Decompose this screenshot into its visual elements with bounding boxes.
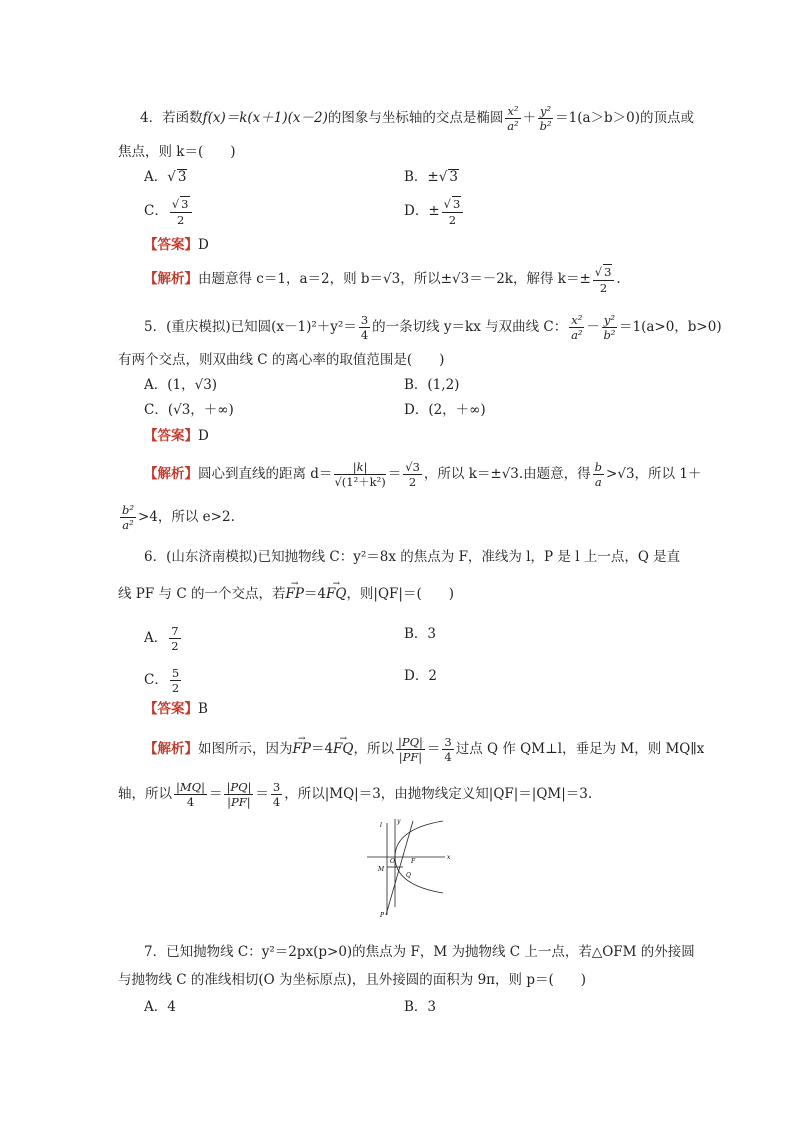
q4-analysis-text: 由题意得 c＝1，a＝2，则 b＝√3，所以±√3＝－2k，解得 k＝± [198, 271, 591, 287]
q6-stem-line2: 线 PF 与 C 的一个交点，若→ FP＝4→ FQ，则|QF|＝( ) [118, 584, 454, 604]
q4-ellipse-tail: ＝1(a＞b＞0)的顶点或 [555, 110, 695, 126]
q6-option-d: D．2 [404, 668, 437, 684]
q6-answer [144, 699, 208, 719]
q6-option-b: B．3 [404, 626, 437, 642]
q4-option-d: D．± $\frac{√ 3}{2}$ [404, 196, 465, 227]
q4-option-c: C． $\frac{√ 3}{2}$ [144, 196, 194, 227]
q5-radius-frac: $\frac{3}{4}$ [360, 313, 369, 342]
q4-answer-value: D [198, 237, 209, 253]
q5-option-c: C．(√3，＋∞) [144, 402, 234, 418]
q6-option-c: C． $\frac{5}{2}$ [144, 666, 180, 695]
analysis-tag: 【解析】 [144, 466, 198, 482]
line-pf [386, 821, 413, 915]
q5-stem-tail: ＝1(a>0，b>0) [618, 319, 722, 335]
label-l: l [380, 822, 382, 829]
q4-stem-line2: 焦点，则 k＝( ) [118, 144, 236, 160]
q4-analysis: 【解析】由题意得 c＝1，a＝2，则 b＝√3，所以±√3＝－2k，解得 k＝± $\frac{√ 3}{2}$ . [144, 265, 621, 295]
q6-answer-value: B [198, 701, 208, 717]
analysis-tag: 【解析】 [144, 271, 198, 287]
q5-stem-line2: 有两个交点，则双曲线 C 的离心率的取值范围是( ) [118, 352, 445, 368]
q6-option-a: A． $\frac{7}{2}$ [144, 624, 179, 653]
q5-analysis-line2: $\frac{\text{b²}}{\text{a²}}$ >4，所以 e>2. [122, 503, 235, 532]
answer-tag: 【答案】 [144, 428, 198, 444]
q4-option-b: B．±√ 3 [404, 169, 458, 185]
analysis-tag: 【解析】 [144, 741, 198, 757]
answer-tag: 【答案】 [144, 237, 198, 253]
answer-tag: 【答案】 [144, 701, 198, 717]
label-f: F [411, 858, 416, 865]
q7-stem-line1: 7．已知抛物线 C：y²＝2px(p>0)的焦点为 F，M 为抛物线 C 上一点，若△OFM 的外接圆 [144, 944, 695, 960]
q7-option-b: B．3 [404, 999, 437, 1015]
q6-analysis-line1: 【解析】如图所示，因为→ FP＝4→ FQ，所以 $\frac{|PQ|}{|PF|}$ ＝ $\frac{3}{4}$ 过点 Q 作 QM⊥l，垂足为 M，则 MQ∥x [144, 735, 704, 764]
q6-stem-line1: 6．(山东济南模拟)已知抛物线 C：y²＝8x 的焦点为 F，准线为 l，P 是 l 上一点，Q 是直 [144, 549, 681, 565]
q4-stem-line1: 4．若函数f(x)＝k(x＋1)(x－2)的图象与坐标轴的交点是椭圆 $\frac{\text{x²}}{\text{a²}}$ ＋ $\frac{\text{y²}}{\text{b²}}$ ＝1(a＞b＞0)的顶点或 [140, 104, 695, 133]
label-m: M [378, 866, 385, 873]
q4-stem-mid: 的图象与坐标轴的交点是椭圆 [327, 110, 504, 126]
q5-stem-line1: 5．(重庆模拟)已知圆(x－1)²＋y²＝ $\frac{3}{4}$ 的一条切线 y＝kx 与双曲线 C： $\frac{\text{x²}}{\text{a²}}$ － $\frac{\text{y²}}{\text{b²}}$ ＝1(a>0，b>0) [144, 313, 722, 342]
q7-stem-line2: 与抛物线 C 的准线相切(O 为坐标原点)，且外接圆的面积为 9π，则 p＝( ) [118, 972, 587, 988]
q4-function: f(x)＝k(x＋1)(x－2) [202, 110, 328, 126]
label-p: P [380, 912, 385, 919]
label-q: Q [406, 872, 411, 879]
q5-answer [144, 426, 209, 446]
q5-option-d: D．(2，＋∞) [404, 402, 486, 418]
q5-option-a: A．(1，√3) [144, 377, 218, 393]
q7-option-a: A．4 [144, 999, 176, 1015]
q4-answer [144, 235, 209, 255]
q5-answer-value: D [198, 428, 209, 444]
q4-ellipse-frac-y: $\frac{\text{y²}}{\text{b²}}$ [539, 104, 552, 133]
label-y: y [397, 818, 401, 825]
label-o: O [390, 858, 395, 865]
q4-option-a: A．√ 3 [144, 169, 187, 185]
q6-parabola-figure [365, 815, 455, 920]
q6-analysis-line2: 轴，所以 $\frac{|MQ|}{4}$ ＝ $\frac{|PQ|}{|PF|}$ ＝ $\frac{3}{4}$ ，所以|MQ|＝3，由抛物线定义知|QF|＝|QM|＝3. [118, 780, 593, 809]
q5-stem-mid: 的一条切线 y＝kx 与双曲线 C： [372, 319, 568, 335]
q5-stem-prefix: 5．(重庆模拟)已知圆(x－1)²＋y²＝ [144, 319, 357, 335]
q5-option-b: B．(1,2) [404, 377, 460, 393]
q4-ellipse-frac-x: $\frac{\text{x²}}{\text{a²}}$ [507, 104, 519, 133]
label-x: x [447, 854, 451, 861]
q5-analysis-line1: 【解析】圆心到直线的距离 d＝ $\frac{|k|}{\text{√(1²＋k²)}}$ ＝ $\frac{√3}{2}$ ，所以 k＝±√3.由题意，得 $\frac{b}{a}$ >√3，所以 1＋ [144, 460, 702, 489]
q4-stem-prefix: 4．若函数 [140, 110, 203, 126]
